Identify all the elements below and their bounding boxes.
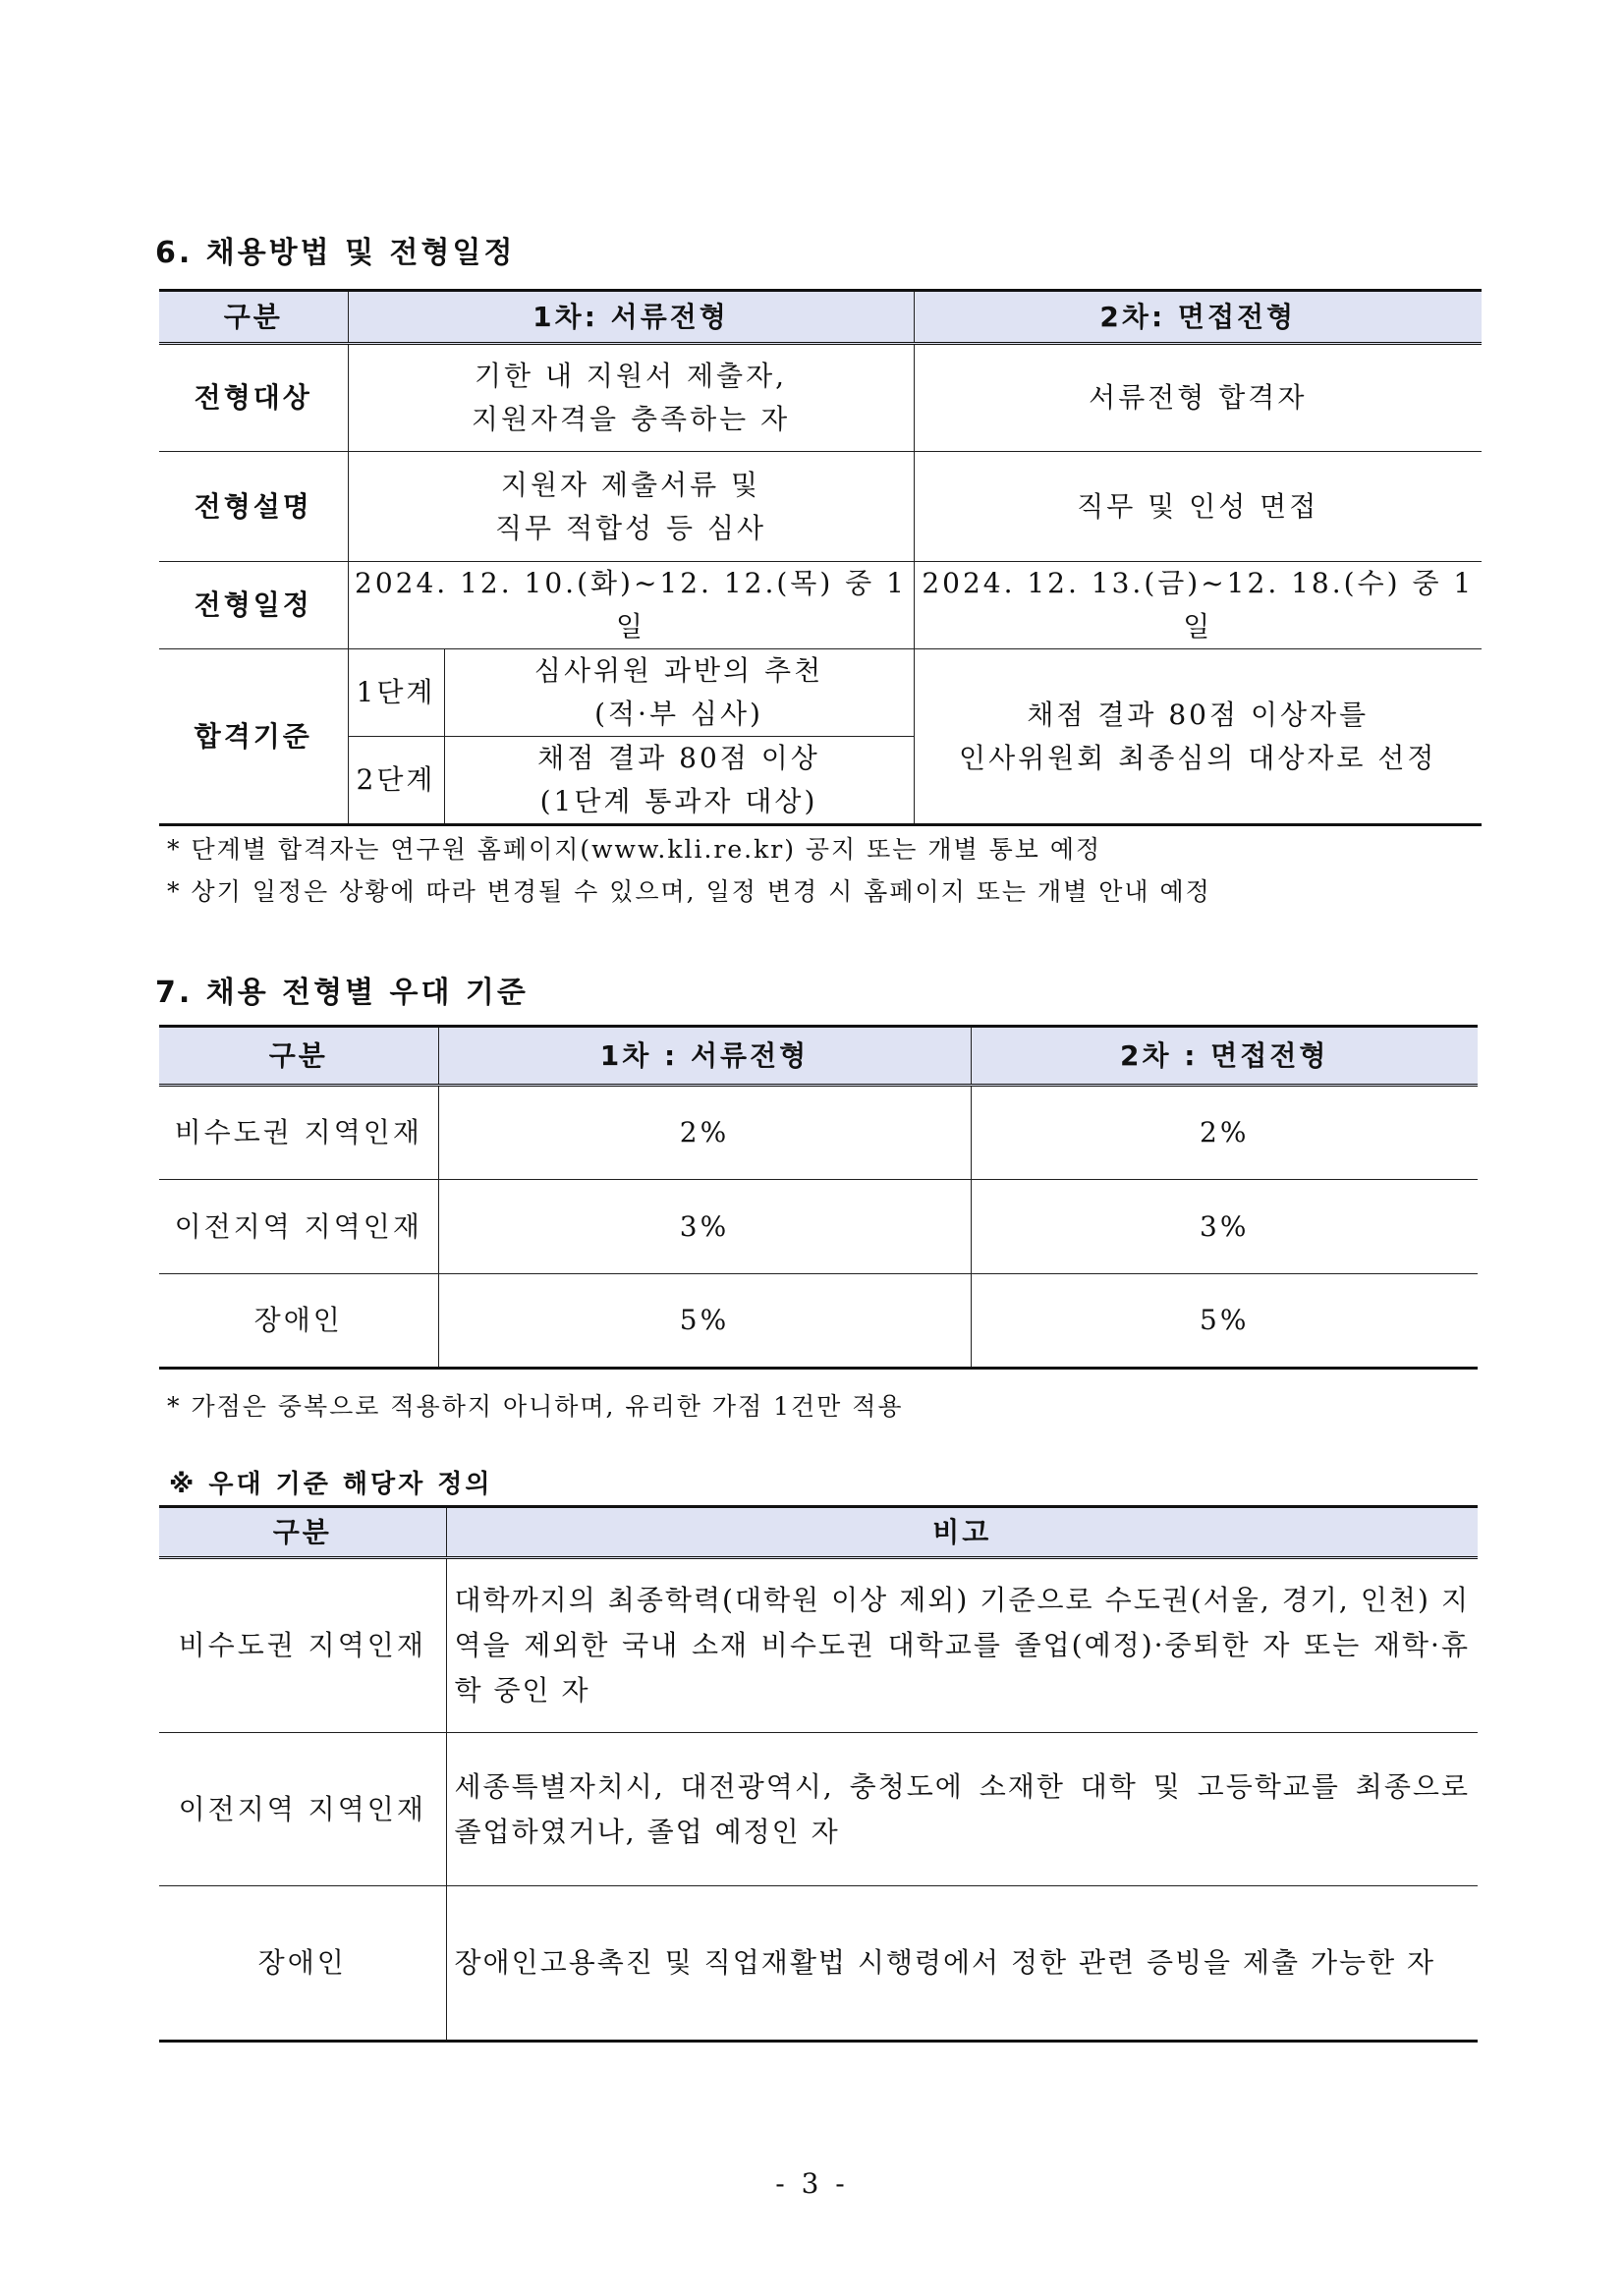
note-results-notice: * 단계별 합격자는 연구원 홈페이지(www.kli.re.kr) 공지 또는 개별 통보 예정: [167, 835, 1102, 864]
header-category: 구분: [159, 1027, 438, 1086]
page-number: - 3 -: [775, 2167, 849, 2200]
definitions-table: [159, 1505, 1478, 2043]
criteria-stage2: 채점 결과 80점 이상자를 인사위원회 최종심의 대상자로 선정: [914, 649, 1482, 825]
definition-text: 대학까지의 최종학력(대학원 이상 제외) 기준으로 수도권(서울, 경기, 인천) 지역을 제외한 국내 소재 비수도권 대학교를 졸업(예정)·중퇴한 자 또는 재학·휴학 중인 자: [446, 1558, 1478, 1733]
header-category: 구분: [159, 1507, 446, 1558]
description-stage1: 지원자 제출서류 및 직무 적합성 등 심사: [348, 452, 914, 562]
header-stage2: 2차: 면접전형: [914, 291, 1482, 344]
header-remarks: 비고: [446, 1507, 1478, 1558]
definition-label: 장애인: [159, 1886, 446, 2042]
header-stage1: 1차 : 서류전형: [438, 1027, 971, 1086]
pref-row-stage2: 2%: [971, 1086, 1478, 1180]
criteria-step2-label: 2단계: [348, 737, 444, 825]
schedule-stage2: 2024. 12. 13.(금)~12. 18.(수) 중 1일: [914, 562, 1482, 649]
note-bonus-rule: * 가점은 중복으로 적용하지 아니하며, 유리한 가점 1건만 적용: [167, 1392, 904, 1421]
description-stage2: 직무 및 인성 면접: [914, 452, 1482, 562]
preference-rate-table: [159, 1025, 1478, 1370]
criteria-step1-label: 1단계: [348, 649, 444, 737]
pref-row-stage1: 2%: [438, 1086, 971, 1180]
header-stage1: 1차: 서류전형: [348, 291, 914, 344]
row-label-criteria: 합격기준: [159, 649, 348, 825]
pref-row-label: 장애인: [159, 1274, 438, 1369]
pref-row-label: 이전지역 지역인재: [159, 1180, 438, 1274]
section-6-heading: 6. 채용방법 및 전형일정: [155, 236, 516, 270]
definition-label: 비수도권 지역인재: [159, 1558, 446, 1733]
section-7-heading: 7. 채용 전형별 우대 기준: [155, 976, 529, 1010]
schedule-stage1: 2024. 12. 10.(화)~12. 12.(목) 중 1일: [348, 562, 914, 649]
pref-row-label: 비수도권 지역인재: [159, 1086, 438, 1180]
pref-row-stage1: 3%: [438, 1180, 971, 1274]
recruitment-schedule-table: [159, 289, 1482, 826]
note-schedule-change: * 상기 일정은 상황에 따라 변경될 수 있으며, 일정 변경 시 홈페이지 또는 개별 안내 예정: [167, 877, 1211, 906]
header-stage2: 2차 : 면접전형: [971, 1027, 1478, 1086]
row-label-target: 전형대상: [159, 344, 348, 452]
definition-text: 장애인고용촉진 및 직업재활법 시행령에서 정한 관련 증빙을 제출 가능한 자: [446, 1886, 1478, 2042]
pref-row-stage2: 5%: [971, 1274, 1478, 1369]
row-label-description: 전형설명: [159, 452, 348, 562]
row-label-schedule: 전형일정: [159, 562, 348, 649]
criteria-step1-text: 심사위원 과반의 추천 (적·부 심사): [444, 649, 914, 737]
target-stage1: 기한 내 지원서 제출자, 지원자격을 충족하는 자: [348, 344, 914, 452]
criteria-step2-text: 채점 결과 80점 이상 (1단계 통과자 대상): [444, 737, 914, 825]
definition-text: 세종특별자치시, 대전광역시, 충청도에 소재한 대학 및 고등학교를 최종으로 졸업하였거나, 졸업 예정인 자: [446, 1733, 1478, 1886]
definitions-heading: ※ 우대 기준 해당자 정의: [169, 1470, 493, 1499]
target-stage2: 서류전형 합격자: [914, 344, 1482, 452]
pref-row-stage1: 5%: [438, 1274, 971, 1369]
definition-label: 이전지역 지역인재: [159, 1733, 446, 1886]
header-category: 구분: [159, 291, 348, 344]
pref-row-stage2: 3%: [971, 1180, 1478, 1274]
